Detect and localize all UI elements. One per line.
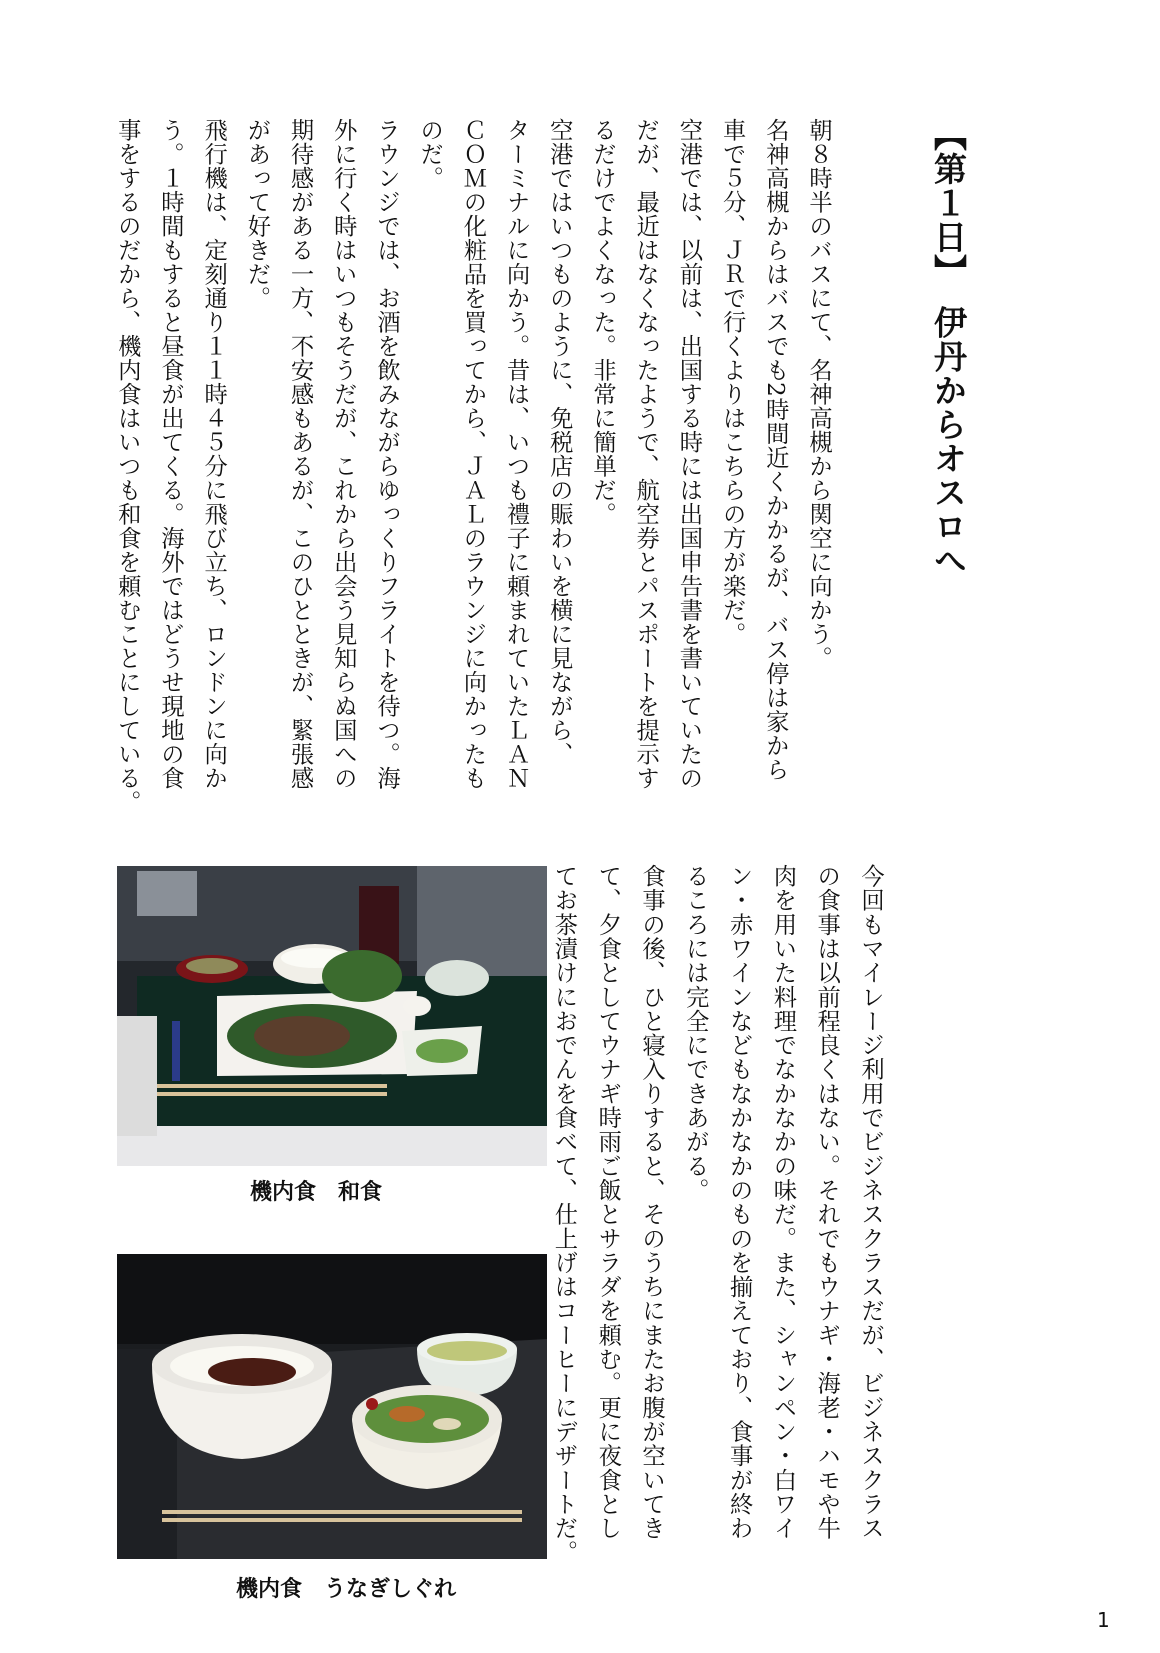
page-number: 1 [1097,1608,1110,1632]
chapter-heading: 【第１日】 伊丹からオスロへ [929,118,968,578]
japanese-meal-illustration [117,866,547,1166]
article-body-bottom: 今回もマイレージ利用でビジネスクラスだが、ビジネスクラス の食事は以前程良くはない。それでもウナギ・海老・ハモや牛 肉を用いた料理でなかなかの味だ。また、シャンペン・白ワイ ン・赤ワインなどもなかなかのものを揃えており、食事が終わ るころには完全にできあがる。 食事の後、ひと寝入りすると、そのうちにまたお腹が空いてき て、夕食としてウナギ時雨ご飯とサラダを頼む。更に夜食とし てお茶漬けにおでんを食べて、仕上げはコーヒーにデザートだ。 [550,864,884,1565]
article-body-top: 朝８時半のバスにて、名神高槻から関空に向かう。 名神高槻からはバスでも2時間近くかかるが、バス停は家から 車で５分、ＪＲで行くよりはこちらの方が楽だ。 空港では、以前は、出国する時には出国申告書を書いていたの だが、最近はなくなったようで、航空券とパスポートを提示す るだけでよくなった。非常に簡単だ。 空港ではいつものように、免税店の賑わいを横に見ながら、 ターミナルに向かう。昔は、いつも禮子に頼まれていたＬＡＮ ＣＯＭの化粧品を買ってから、ＪＡＬのラウンジに向かったも のだ。 ラウンジでは、お酒を飲みながらゆっくりフライトを待つ。海 外に行く時はいつもそうだが、これから出会う見知らぬ国への 期待感がある一方、不安感もあるが、このひとときが、緊張感 があって好きだ。 飛行機は、定刻通り１１時４５分に飛び立ち、ロンドンに向か う。１時間もすると昼食が出てくる。海外ではどうせ現地の食 事をするのだから、機内食はいつも和食を頼むことにしている。 [113,118,832,814]
photo-japanese-meal [117,866,547,1166]
photo-caption: 機内食 和食 [250,1180,383,1205]
photo-caption: 機内食 うなぎしぐれ [236,1577,457,1602]
unagi-meal-illustration [117,1254,547,1559]
photo-unagi-meal [117,1254,547,1559]
